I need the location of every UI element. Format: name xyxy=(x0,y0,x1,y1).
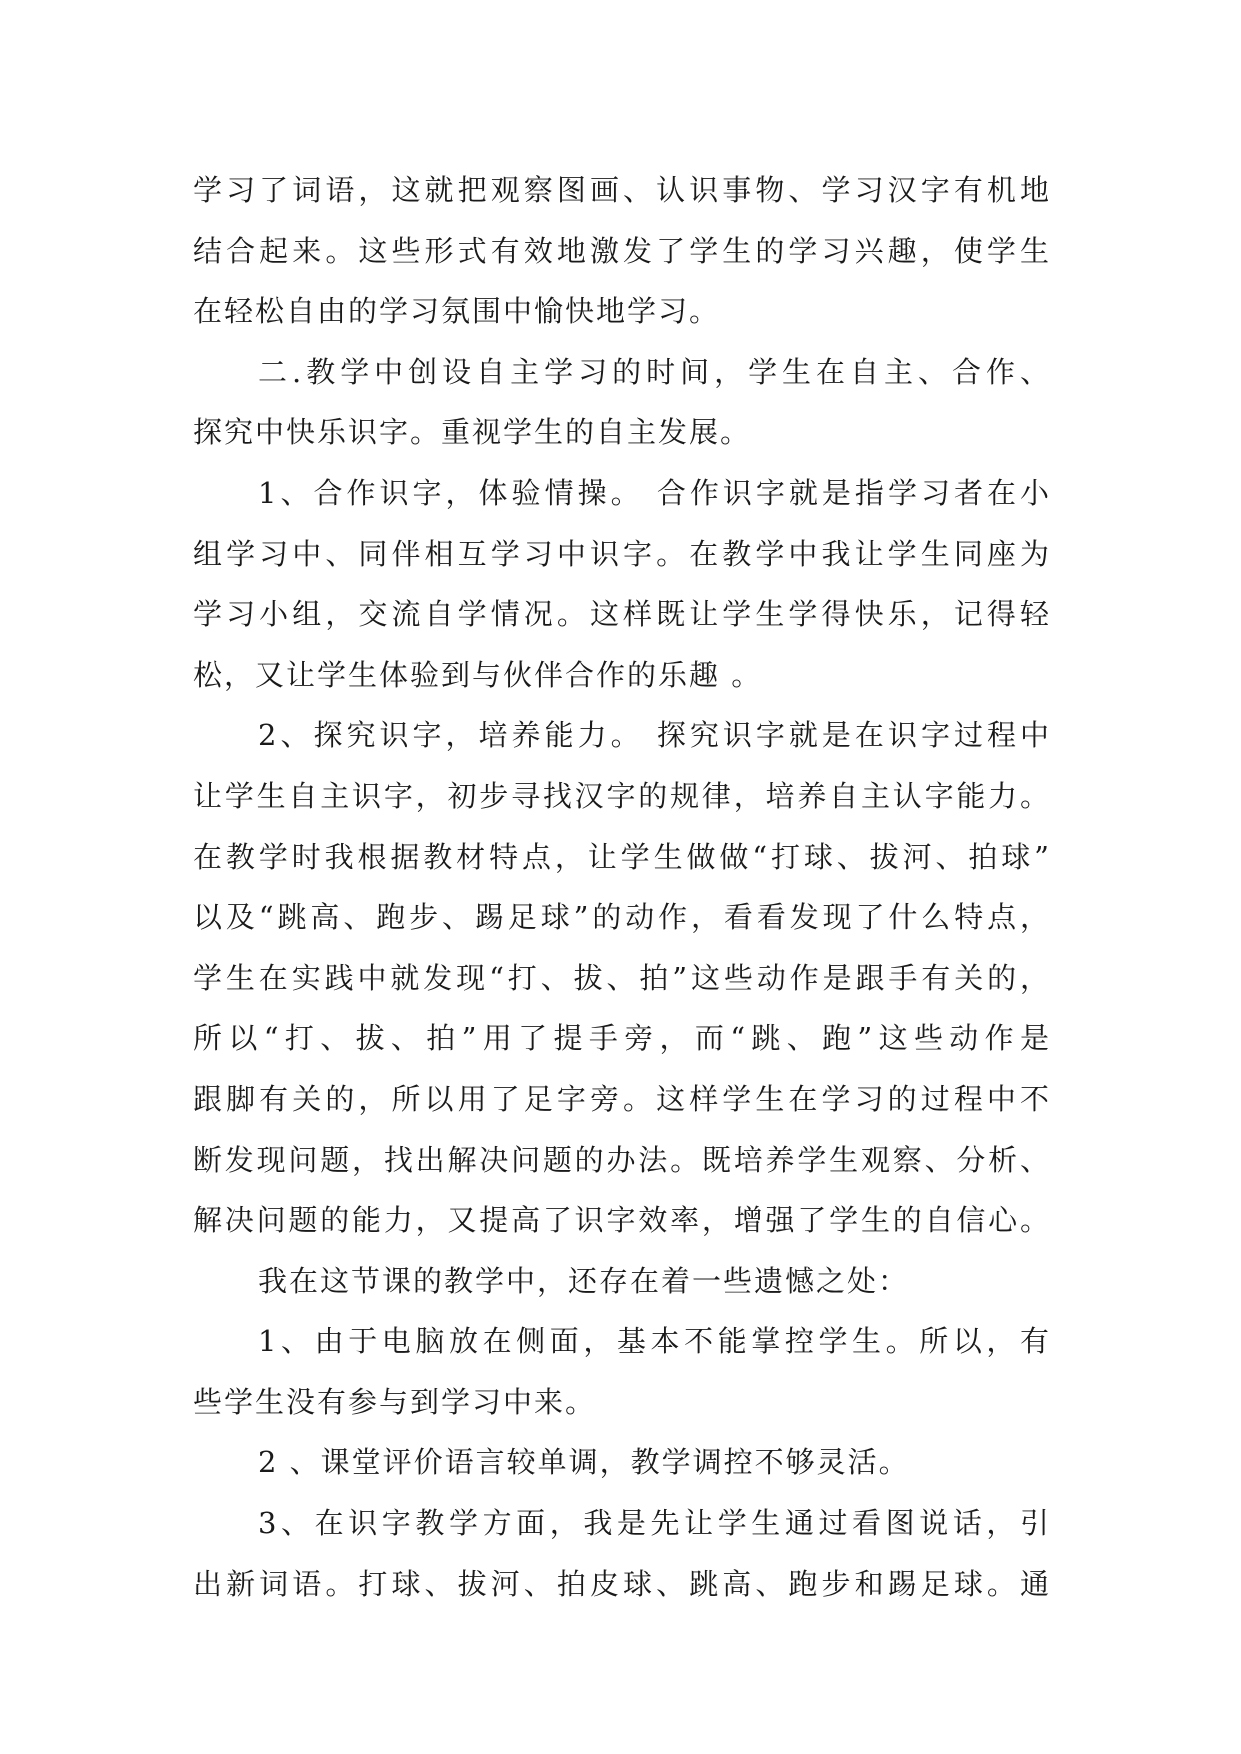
text-line: 松，又让学生体验到与伙伴合作的乐趣 。 xyxy=(193,657,763,692)
list-item-first-line: 2 、课堂评价语言较单调，教学调控不够灵活。 xyxy=(258,1445,910,1480)
text-line: 学习了词语，这就把观察图画、认识事物、学习汉字有机地 xyxy=(193,173,1051,207)
text-line: 在轻松自由的学习氛围中愉快地学习。 xyxy=(193,294,721,329)
paragraph-first-line: 我在这节课的教学中，还存在着一些遗憾之处： xyxy=(258,1263,910,1298)
text-line: 所以“打、拔、拍”用了提手旁，而“跳、跑”这些动作是 xyxy=(193,1021,1051,1056)
text-line: 探究中快乐识字。重视学生的自主发展。 xyxy=(193,415,752,450)
text-line: 解决问题的能力，又提高了识字效率，增强了学生的自信心。 xyxy=(193,1203,1051,1238)
document-page xyxy=(193,160,1051,1614)
text-line: 结合起来。这些形式有效地激发了学生的学习兴趣，使学生 xyxy=(193,233,1051,268)
text-line: 让学生自主识字，初步寻找汉字的规律，培养自主认字能力。 xyxy=(193,778,1051,813)
text-line: 学习小组，交流自学情况。这样既让学生学得快乐，记得轻 xyxy=(193,597,1051,632)
text-line: 些学生没有参与到学习中来。 xyxy=(193,1384,597,1419)
paragraph-first-line: 2、探究识字，培养能力。 探究识字就是在识字过程中 xyxy=(258,718,1051,753)
text-line: 断发现问题，找出解决问题的办法。既培养学生观察、分析、 xyxy=(193,1142,1051,1177)
section-heading: 二.教学中创设自主学习的时间，学生在自主、合作、 xyxy=(258,354,1051,389)
list-item-first-line: 3、在识字教学方面，我是先让学生通过看图说话，引 xyxy=(258,1506,1051,1541)
text-line: 在教学时我根据教材特点，让学生做做“打球、拔河、拍球” xyxy=(193,839,1051,874)
text-line: 出新词语。打球、拔河、拍皮球、跳高、跑步和踢足球。通 xyxy=(193,1566,1051,1601)
text-line: 组学习中、同伴相互学习中识字。在教学中我让学生同座为 xyxy=(193,536,1051,571)
paragraph-first-line: 1、合作识字，体验情操。 合作识字就是指学习者在小 xyxy=(258,475,1051,510)
list-item-first-line: 1、由于电脑放在侧面，基本不能掌控学生。所以，有 xyxy=(258,1324,1051,1359)
text-line: 跟脚有关的，所以用了足字旁。这样学生在学习的过程中不 xyxy=(193,1081,1051,1116)
text-line: 以及“跳高、跑步、踢足球”的动作，看看发现了什么特点， xyxy=(193,900,1051,935)
text-line: 学生在实践中就发现“打、拔、拍”这些动作是跟手有关的， xyxy=(193,960,1051,995)
